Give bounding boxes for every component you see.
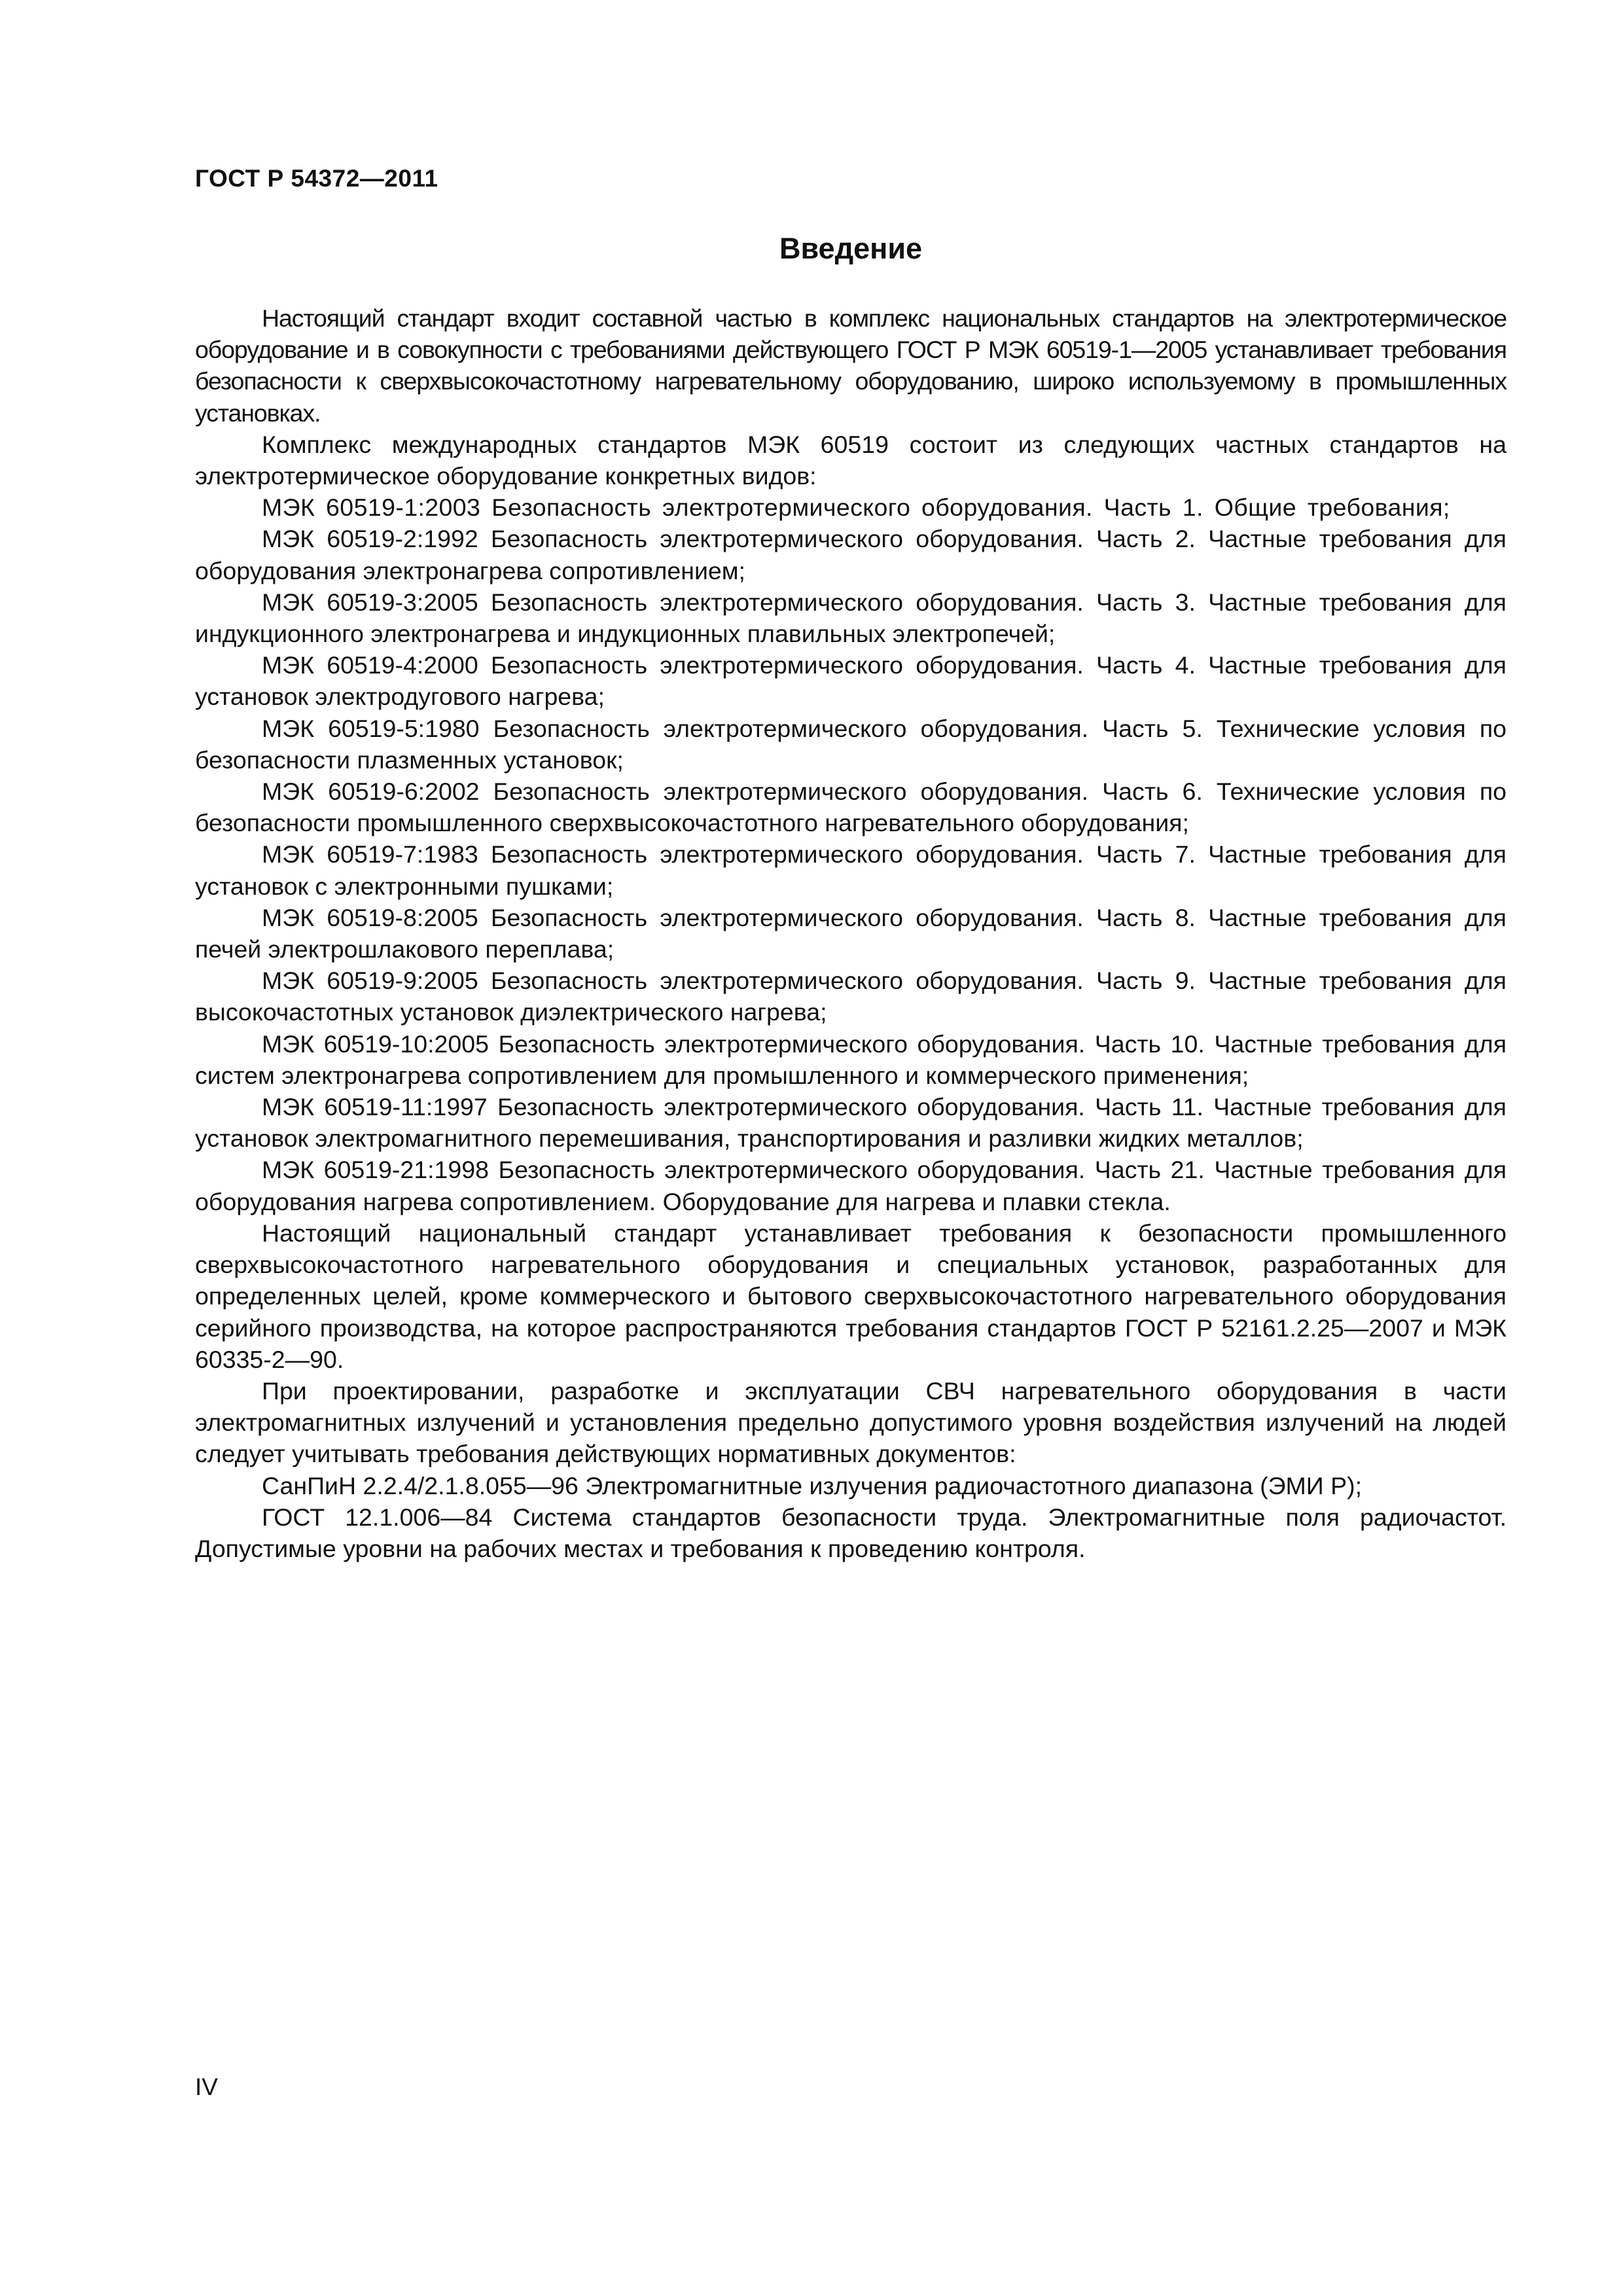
- section-title: [0, 232, 1623, 266]
- section-title-text: Введение: [779, 232, 923, 265]
- paragraph-intro: Настоящий стандарт входит составной частью в комплекс национальных стандартов на электротермическое оборудование и в совокупности с требованиями действующего ГОСТ Р МЭК 60519-1—2005 устанавливает требования безопасности к сверхвысокочастотному нагревательному оборудованию, широко используемому в промышленных установках.: [195, 304, 1507, 427]
- page-number: IV: [195, 2073, 218, 2100]
- body-text: [195, 302, 1507, 1564]
- paragraph-standard-item: МЭК 60519-6:2002 Безопасность электротермического оборудования. Часть 6. Технические условия по безопасности промышленного сверхвысокочастотного нагревательного оборудования;: [195, 778, 1507, 837]
- paragraph-standard-item: МЭК 60519-3:2005 Безопасность электротермического оборудования. Часть 3. Частные требования для индукционного электронагрева и индукционных плавильных электропечей;: [195, 588, 1507, 648]
- paragraph-standard-item: МЭК 60519-10:2005 Безопасность электротермического оборудования. Часть 10. Частные требования для систем электронагрева сопротивлением для промышленного и коммерческого применения;: [195, 1030, 1507, 1089]
- paragraph-standard-item: МЭК 60519-8:2005 Безопасность электротермического оборудования. Часть 8. Частные требования для печей электрошлакового переплава;: [195, 903, 1507, 963]
- paragraph-standard-item: МЭК 60519-21:1998 Безопасность электротермического оборудования. Часть 21. Частные требования для оборудования нагрева сопротивлением. Оборудование для нагрева и плавки стекла.: [195, 1156, 1507, 1215]
- paragraph-standard-item: МЭК 60519-9:2005 Безопасность электротермического оборудования. Часть 9. Частные требования для высокочастотных установок диэлектрического нагрева;: [195, 967, 1507, 1026]
- document-code-header: ГОСТ Р 54372—2011: [195, 165, 438, 192]
- paragraph-standard-item: МЭК 60519-1:2003 Безопасность электротермического оборудования. Часть 1. Общие требования;: [262, 493, 1450, 522]
- paragraph-standard-item: МЭК 60519-11:1997 Безопасность электротермического оборудования. Часть 11. Частные требования для установок электромагнитного перемешивания, транспортирования и разливки жидких металлов;: [195, 1093, 1507, 1153]
- paragraph-normative-doc: СанПиН 2.2.4/2.1.8.055—96 Электромагнитные излучения радиочастотного диапазона (ЭМИ Р);: [262, 1471, 1363, 1499]
- paragraph-design-requirements: При проектировании, разработке и эксплуатации СВЧ нагревательного оборудования в части электромагнитных излучений и установления предельно допустимого уровня воздействия излучений на людей следует учитывать требования действующих нормативных документов:: [195, 1376, 1507, 1468]
- paragraph-standard-item: МЭК 60519-7:1983 Безопасность электротермического оборудования. Часть 7. Частные требования для установок с электронными пушками;: [195, 840, 1507, 900]
- paragraph-scope: Настоящий национальный стандарт устанавливает требования к безопасности промышленного сверхвысокочастотного нагревательного оборудования и специальных установок, разработанных для определенных целей, кроме коммерческого и бытового сверхвысокочастотного нагревательного оборудования серийного производства, на которое распространяются требования стандартов ГОСТ Р 52161.2.25—2007 и МЭК 60335-2—90.: [195, 1219, 1507, 1373]
- paragraph-standard-item: МЭК 60519-4:2000 Безопасность электротермического оборудования. Часть 4. Частные требования для установок электродугового нагрева;: [195, 651, 1507, 711]
- paragraph-series-intro: Комплекс международных стандартов МЭК 60519 состоит из следующих частных стандартов на электротермическое оборудование конкретных видов:: [195, 430, 1507, 490]
- paragraph-normative-doc: ГОСТ 12.1.006—84 Система стандартов безопасности труда. Электромагнитные поля радиочастот. Допустимые уровни на рабочих местах и требования к проведению контроля.: [195, 1503, 1507, 1562]
- paragraph-standard-item: МЭК 60519-2:1992 Безопасность электротермического оборудования. Часть 2. Частные требования для оборудования электронагрева сопротивлением;: [195, 525, 1507, 584]
- paragraph-standard-item: МЭК 60519-5:1980 Безопасность электротермического оборудования. Часть 5. Технические условия по безопасности плазменных установок;: [195, 714, 1507, 774]
